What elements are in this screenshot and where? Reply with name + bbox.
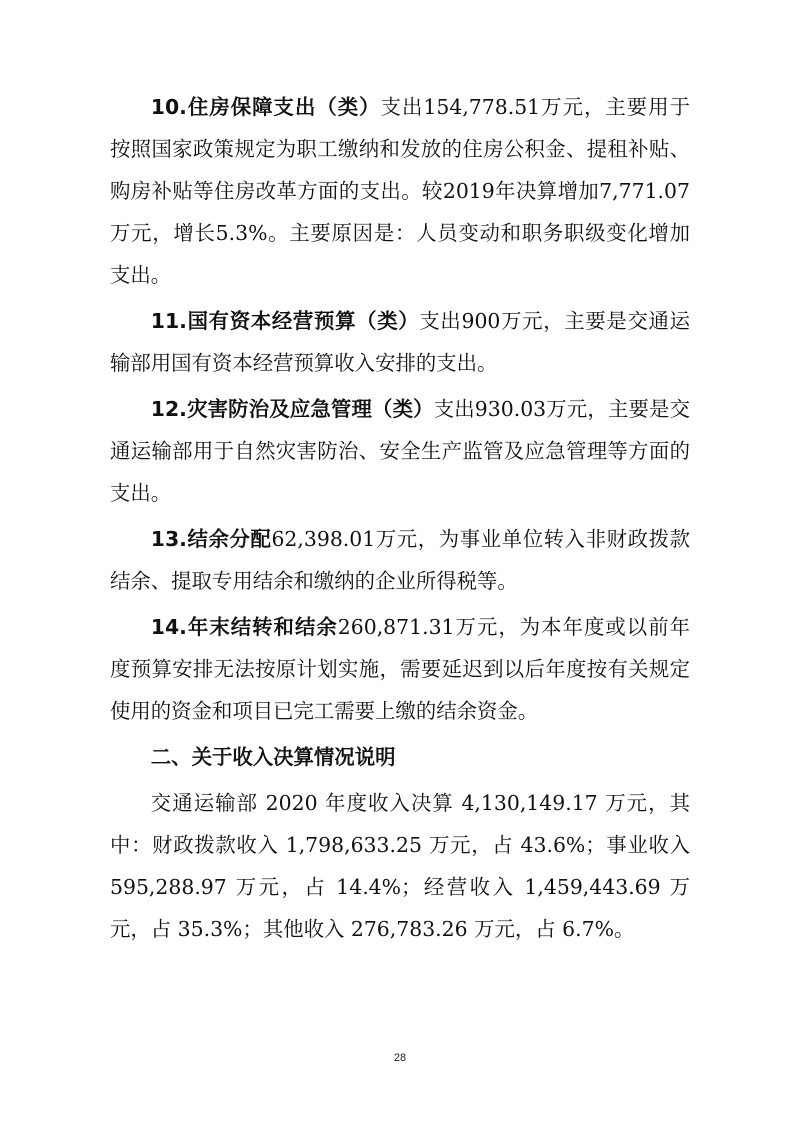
section-heading-income xyxy=(110,736,690,778)
paragraph-heading: 11.国有资本经营预算（类） xyxy=(150,309,420,333)
paragraph-text: 支出900万元，主要是交通运输部用国有资本经营预算收入安排的支出。 xyxy=(110,309,691,375)
paragraph-income-summary: 交通运输部 2020 年度收入决算 4,130,149.17 万元，其中：财政拨款收入 1,798,633.25 万元，占 43.6%；事业收入 595,288.97 万元，占 14.4%；经营收入 1,459,443.69 万元，占 35.3%；其他收入 276,783.26 万元，占 6.7%。 xyxy=(110,791,690,941)
paragraph-heading: 13.结余分配 xyxy=(150,527,272,551)
paragraph-text: 支出154,778.51万元，主要用于按照国家政策规定为职工缴纳和发放的住房公积金、提租补贴、购房补贴等住房改革方面的支出。较2019年决算增加7,771.07万元，增长5.3%。主要原因是：人员变动和职务职级变化增加支出。 xyxy=(110,95,690,287)
paragraph-heading: 10.住房保障支出（类） xyxy=(150,95,381,119)
paragraph-heading: 14.年末结转和结余 xyxy=(150,615,338,639)
paragraph-disaster-prevention xyxy=(110,388,690,514)
paragraph-year-end-balance xyxy=(110,606,690,732)
section-heading-text: 二、关于收入决算情况说明 xyxy=(150,745,396,769)
paragraph-state-capital xyxy=(110,300,690,384)
paragraph-surplus-distribution xyxy=(110,518,690,602)
paragraph-text: 62,398.01万元，为事业单位转入非财政拨款结余、提取专用结余和缴纳的企业所得税等。 xyxy=(110,527,690,593)
paragraph-heading: 12.灾害防治及应急管理（类） xyxy=(150,397,434,421)
paragraph-text: 支出930.03万元，主要是交通运输部用于自然灾害防治、安全生产监管及应急管理等方面的支出。 xyxy=(110,397,690,505)
page-number: 28 xyxy=(393,1052,407,1064)
document-body xyxy=(110,86,690,954)
paragraph-housing-security xyxy=(110,86,690,296)
paragraph-text: 260,871.31万元，为本年度或以前年度预算安排无法按原计划实施，需要延迟到以后年度按有关规定使用的资金和项目已完工需要上缴的结余资金。 xyxy=(110,615,690,723)
